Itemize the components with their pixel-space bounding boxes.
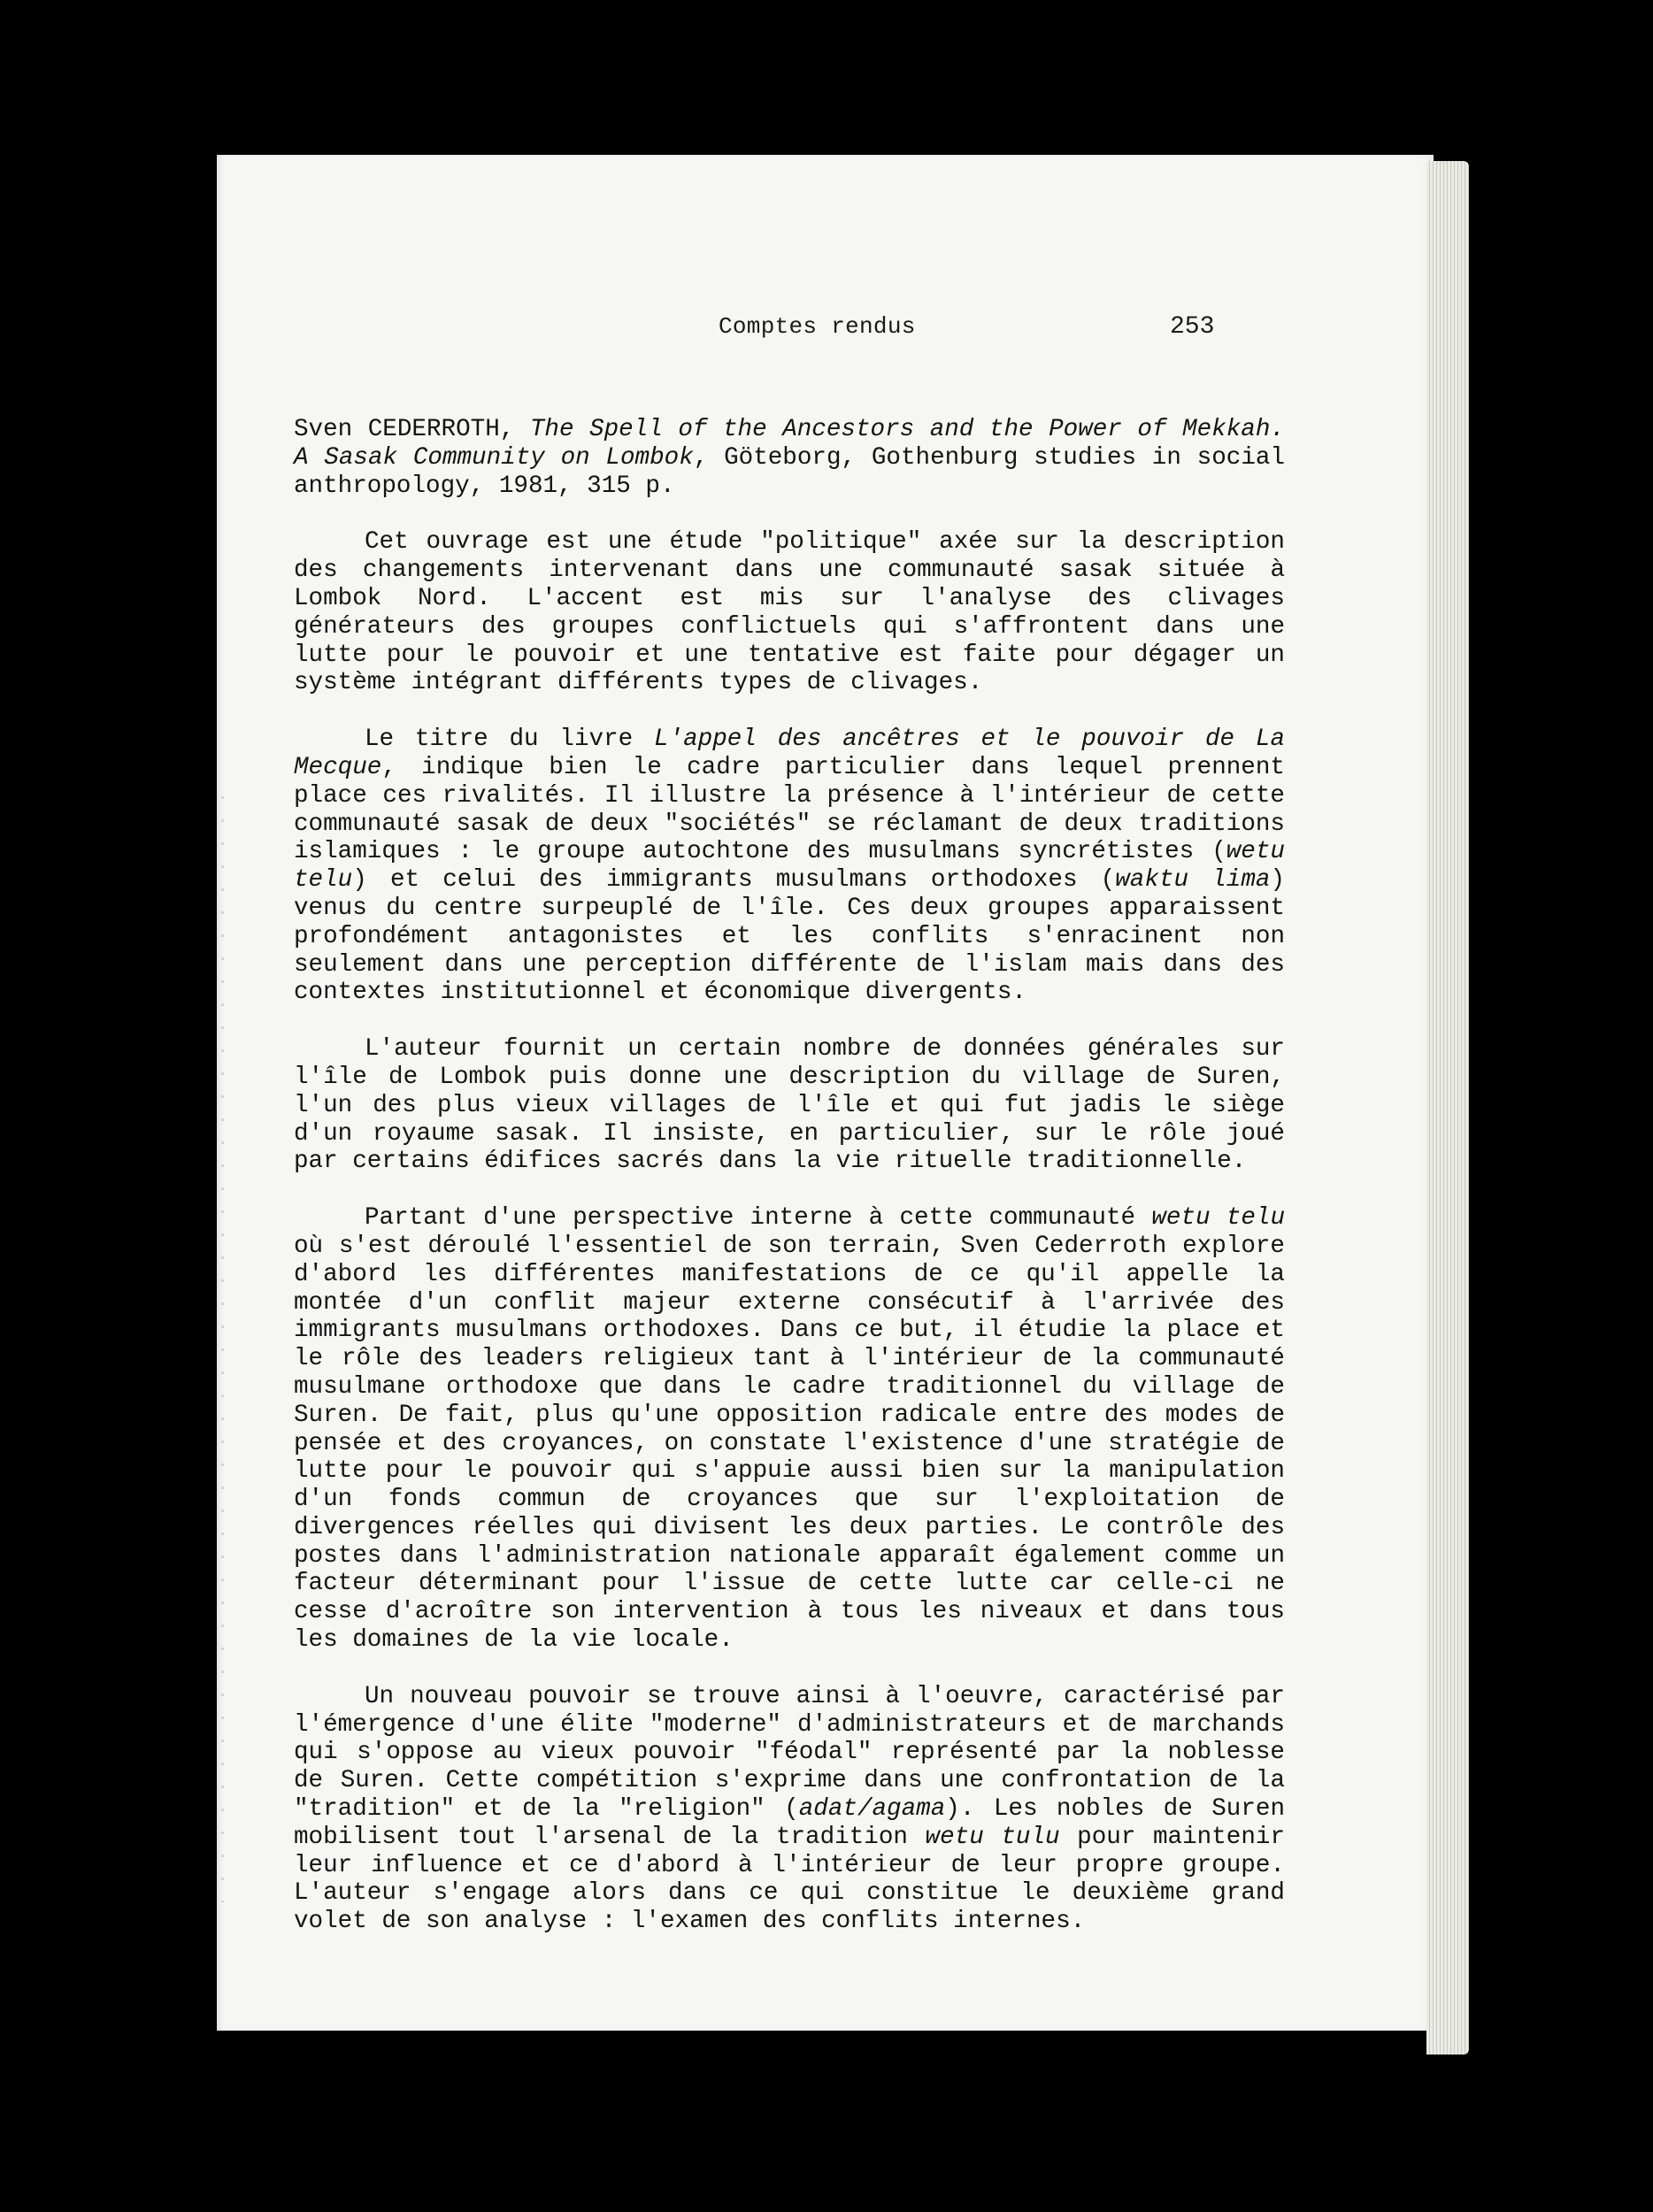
- paragraph-5: [294, 1683, 1285, 1936]
- review-body: [294, 416, 1285, 1964]
- citation-title: The Spell of the Ancestors and the Power of Mekkah. A Sasak Community on Lombok: [294, 416, 1285, 472]
- term-waktu-lima: waktu lima: [1115, 866, 1271, 895]
- paragraph-5-text: Un nouveau pouvoir se trouve ainsi à l'oeuvre, caractérisé par l'émergence d'une élite "moderne" d'administrateurs et de marchands qui s'oppose au vieux pouvoir "féodal" représenté par la noblesse de Suren. Cette compétition s'exprime dans une confrontation de la "tradition" et de la "religion" (: [294, 1682, 1285, 1824]
- paragraph-4: [294, 1204, 1285, 1655]
- paragraph-2-text: Le titre du livre: [365, 726, 654, 754]
- paragraph-2-text: ) et celui des immigrants musulmans orthodoxes (: [352, 866, 1116, 895]
- page-number: 253: [1170, 313, 1215, 341]
- term-adat-agama: adat/agama: [798, 1795, 946, 1824]
- binding-holes: [221, 796, 224, 1902]
- term-wetu-telu: wetu telu: [1151, 1204, 1286, 1233]
- page-stack-edges: [1426, 161, 1469, 2055]
- term-wetu-telu: wetu telu: [294, 838, 1285, 895]
- paragraph-5-text: pour maintenir leur influence et ce d'abord à l'intérieur de leur propre groupe. L'auteur s'engage alors dans ce qui constitue le deuxième grand volet de son analyse : l'examen des conflits internes.: [294, 1823, 1285, 1936]
- paragraph-3: L'auteur fournit un certain nombre de données générales sur l'île de Lombok puis donne une description du village de Suren, l'un des plus vieux villages de l'île et qui fut jadis le siège d'un royaume sasak. Il insiste, en particulier, sur le rôle joué par certains édifices sacrés dans la vie rituelle traditionnelle.: [294, 1035, 1285, 1176]
- citation-details: , Göteborg, Gothenburg studies in social anthropology, 1981, 315 p.: [294, 443, 1285, 500]
- paragraph-5-text: ). Les nobles de Suren mobilisent tout l'arsenal de la tradition: [294, 1795, 1285, 1851]
- paragraph-1: Cet ouvrage est une étude "politique" axée sur la description des changements intervenant dans une communauté sasak située à Lombok Nord. L'accent est mis sur l'analyse des clivages générateurs des groupes conflictuels qui s'affrontent dans une lutte pour le pouvoir et une tentative est faite pour dégager un système intégrant différents types de clivages.: [294, 528, 1285, 697]
- paragraph-2-text: ) venus du centre surpeuplé de l'île. Ces deux groupes apparaissent profondément antagonistes et les conflits s'enracinent non seulement dans une perception différente de l'islam mais dans des contextes institutionnel et économique divergents.: [294, 866, 1285, 1007]
- paragraph-4-text: Partant d'une perspective interne à cette communauté: [365, 1204, 1152, 1233]
- citation: [294, 416, 1285, 500]
- paragraph-4-text: où s'est déroulé l'essentiel de son terrain, Sven Cederroth explore d'abord les différentes manifestations de ce qu'il appelle la montée d'un conflit majeur externe consécutif à l'arrivée des immigrants musulmans orthodoxes. Dans ce but, il étudie la place et le rôle des leaders religieux tant à l'intérieur de la communauté musulmane orthodoxe que dans le cadre traditionnel du village de Suren. De fait, plus qu'une opposition radicale entre des modes de pensée et des croyances, on constate l'existence d'une stratégie de lutte pour le pouvoir qui s'appuie aussi bien sur la manipulation d'un fonds commun de croyances que sur l'exploitation de divergences réelles qui divisent les deux parties. Le contrôle des postes dans l'administration nationale apparaît également comme un facteur déterminant pour l'issue de cette lutte car celle-ci ne cesse d'acroître son intervention à tous les niveaux et dans tous les domaines de la vie locale.: [294, 1232, 1285, 1655]
- paragraph-2-text: , indique bien le cadre particulier dans lequel prennent place ces rivalités. Il illustre la présence à l'intérieur de cette communauté sasak de deux "sociétés" se réclamant de deux traditions islamiques : le groupe autochtone des musulmans syncrétistes (: [294, 753, 1285, 866]
- book-title-french: L'appel des ancêtres et le pouvoir de La Mecque: [294, 726, 1285, 781]
- running-title: Comptes rendus: [719, 313, 916, 340]
- term-wetu-tulu: wetu tulu: [925, 1823, 1060, 1851]
- citation-author: Sven CEDERROTH,: [294, 416, 530, 443]
- paragraph-2: [294, 726, 1285, 1007]
